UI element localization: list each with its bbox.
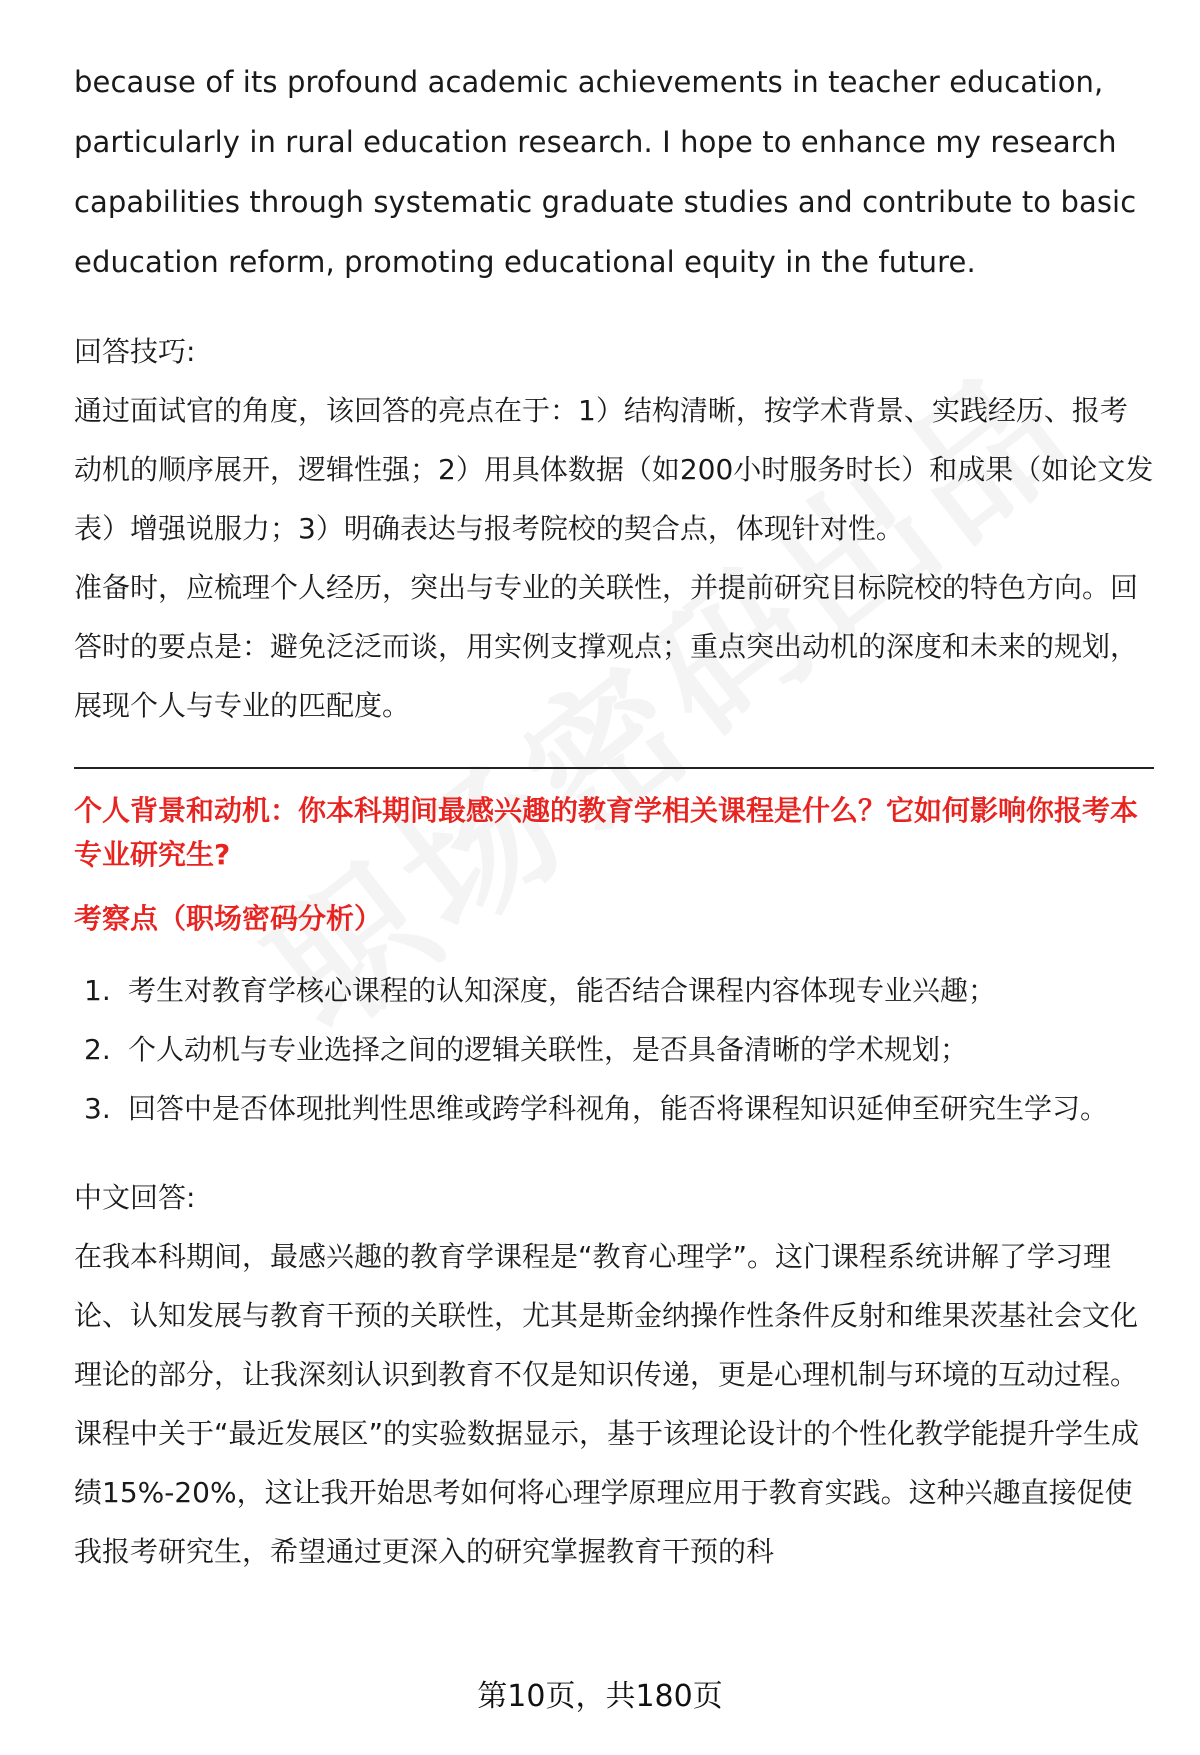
tips-paragraph-2: 准备时，应梳理个人经历，突出与专业的关联性，并提前研究目标院校的特色方向。回答时的要点是：避免泛泛而谈，用实例支撑观点；重点突出动机的深度和未来的规划，展现个人与专业的匹配度。	[74, 571, 1139, 722]
tips-label: 回答技巧:	[74, 335, 196, 368]
list-item-text: 个人动机与专业选择之间的逻辑关联性，是否具备清晰的学术规划；	[128, 1033, 969, 1066]
tips-paragraph-1: 通过面试官的角度，该回答的亮点在于：1）结构清晰，按学术背景、实践经历、报考动机的顺序展开，逻辑性强；2）用具体数据（如200小时服务时长）和成果（如论文发表）增强说服力；3）明确表达与报考院校的契合点，体现针对性。	[74, 394, 1154, 545]
list-item	[74, 1020, 1154, 1079]
section-divider	[74, 767, 1154, 769]
list-item-number: 2.	[84, 1033, 111, 1066]
list-item	[74, 1079, 1154, 1138]
assessment-points-list	[74, 961, 1154, 1138]
assessment-points-heading: 考察点（职场密码分析）	[74, 902, 383, 935]
answer-label: 中文回答:	[74, 1181, 196, 1214]
answer-paragraph: 在我本科期间，最感兴趣的教育学课程是“教育心理学”。这门课程系统讲解了学习理论、认知发展与教育干预的关联性，尤其是斯金纳操作性条件反射和维果茨基社会文化理论的部分，让我深刻认识到教育不仅是知识传递，更是心理机制与环境的互动过程。课程中关于“最近发展区”的实验数据显示，基于该理论设计的个性化教学能提升学生成绩15%-20%，这让我开始思考如何将心理学原理应用于教育实践。这种兴趣直接促使我报考研究生，希望通过更深入的研究掌握教育干预的科	[74, 1240, 1140, 1568]
list-item-number: 3.	[84, 1092, 111, 1125]
list-item-number: 1.	[84, 974, 111, 1007]
list-item-text: 回答中是否体现批判性思维或跨学科视角，能否将课程知识延伸至研究生学习。	[128, 1092, 1109, 1125]
question-title: 个人背景和动机：你本科期间最感兴趣的教育学相关课程是什么？它如何影响你报考本专业研究生?	[74, 794, 1139, 871]
page-number-footer: 第10页，共180页	[477, 1679, 723, 1714]
intro-paragraph-en: because of its profound academic achievements in teacher education, particularly in rural education research. I hope to enhance my research capabilities through systematic graduate studies and contribute to basic education reform, promoting educational equity in the future.	[74, 65, 1137, 279]
page-content	[74, 52, 1154, 1581]
list-item	[74, 961, 1154, 1020]
list-item-text: 考生对教育学核心课程的认知深度，能否结合课程内容体现专业兴趣；	[128, 974, 997, 1007]
